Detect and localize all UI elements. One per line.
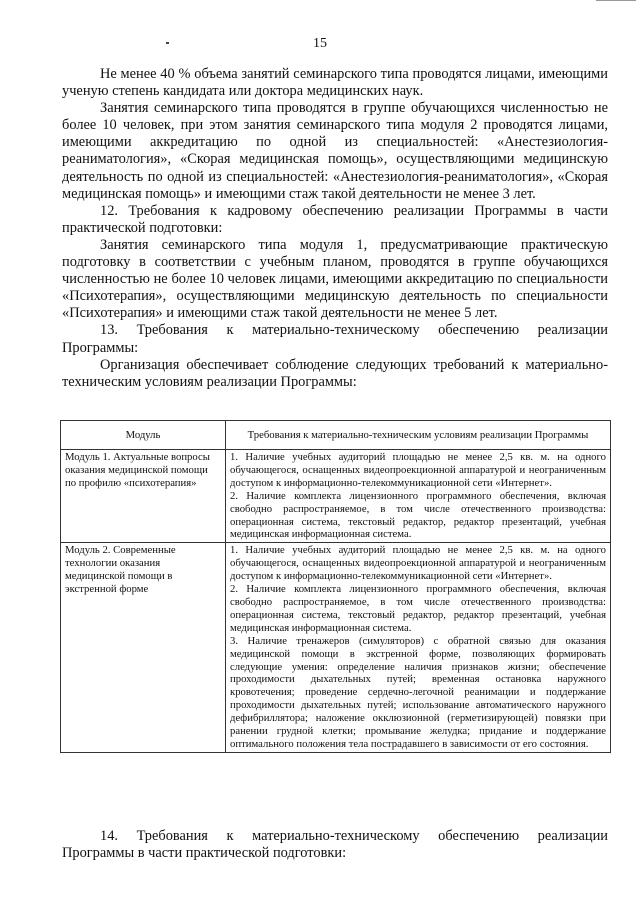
- module-cell: Модуль 2. Современные технологии оказания медицинской помощи в экстренной форме: [61, 543, 226, 753]
- requirements-table: [60, 420, 611, 753]
- table-row: [61, 543, 611, 753]
- table-header-row: [61, 421, 611, 450]
- header-requirements: Требования к материально-техническим условиям реализации Программы: [226, 421, 611, 450]
- requirement-item: 1. Наличие учебных аудиторий площадью не менее 2,5 кв. м. на одного обучающегося, оснащенных видеопроекционной аппаратурой и неограниченным доступом к информационно-телекоммуникационной сети «Интернет».: [230, 451, 606, 489]
- table-row: [61, 450, 611, 543]
- paragraph-faculty-degree: Не менее 40 % объема занятий семинарского типа проводятся лицами, имеющими ученую степень кандидата или доктора медицинских наук.: [62, 66, 608, 100]
- paragraph-item-13-heading: 13. Требования к материально-техническому обеспечению реализации Программы:: [62, 322, 608, 356]
- scan-edge-mark: [596, 0, 636, 4]
- requirement-item: 1. Наличие учебных аудиторий площадью не менее 2,5 кв. м. на одного обучающегося, оснащенных видеопроекционной аппаратурой и неограниченным доступом к информационно-телекоммуникационной сети «Интернет».: [230, 544, 606, 583]
- requirements-cell: [226, 450, 611, 543]
- header-module: Модуль: [61, 421, 226, 450]
- paragraph-organization-requirements: Организация обеспечивает соблюдение следующих требований к материально-техническим условиям реализации Программы:: [62, 356, 608, 390]
- paragraph-module1-practice: Занятия семинарского типа модуля 1, предусматривающие практическую подготовку в соответствии с учебным планом, проводятся в группе обучающихся численностью не более 10 человек лицами, имеющими аккредитацию по специальности «Психотерапия», осуществляющими медицинскую деятельность по специальности «Психотерапия» и имеющими стаж такой деятельности не менее 5 лет.: [62, 236, 608, 322]
- page-number: 15: [313, 36, 327, 51]
- module-cell: Модуль 1. Актуальные вопросы оказания медицинской помощи по профилю «психотерапия»: [61, 450, 226, 543]
- requirement-item: 2. Наличие комплекта лицензионного программного обеспечения, включая свободно распространяемое, в том числе отечественного производства: операционная система, текстовый редактор, редактор презентаций, учебная медицинская информационная система.: [230, 489, 606, 541]
- body-text-bottom: [62, 828, 608, 862]
- body-text-top: [62, 66, 608, 391]
- requirement-item: 3. Наличие тренажеров (симуляторов) с обратной связью для оказания медицинской помощи в экстренной форме, позволяющих формировать следующие умения: определение наличия признаков жизни; обеспечение проходимости дыхательных путей; временная остановка наружного кровотечения; проведение сердечно-легочной реанимации и поддержание проходимости дыхательных путей; использование автоматического наружного дефибриллятора; наложение окклюзионной (герметизирующей) повязки при ранении грудной клетки; промывание желудка; придание и поддержание оптимального положения тела пострадавшего в зависимости от его состояния.: [230, 634, 606, 750]
- requirement-item: 2. Наличие комплекта лицензионного программного обеспечения, включая свободно распространяемое, в том числе отечественного производства: операционная система, текстовый редактор, редактор презентаций, учебная медицинская информационная система.: [230, 583, 606, 634]
- paragraph-seminar-groups: Занятия семинарского типа проводятся в группе обучающихся численностью не более 10 человек, при этом занятия семинарского типа модуля 2 проводятся лицами, имеющими аккредитацию по одной из специальностей: «Анестезиология-реаниматология», «Скорая медицинская помощь», осуществляющими медицинскую деятельность по одной из специальностей: «Анестезиология-реаниматология», «Скорая медицинская помощь» и имеющими стаж такой деятельности не менее 3 лет.: [62, 100, 608, 202]
- paragraph-item-14-heading: 14. Требования к материально-техническому обеспечению реализации Программы в части практической подготовки:: [62, 828, 608, 862]
- paragraph-item-12-heading: 12. Требования к кадровому обеспечению реализации Программы в части практической подготовки:: [62, 202, 608, 236]
- requirements-cell: [226, 543, 611, 753]
